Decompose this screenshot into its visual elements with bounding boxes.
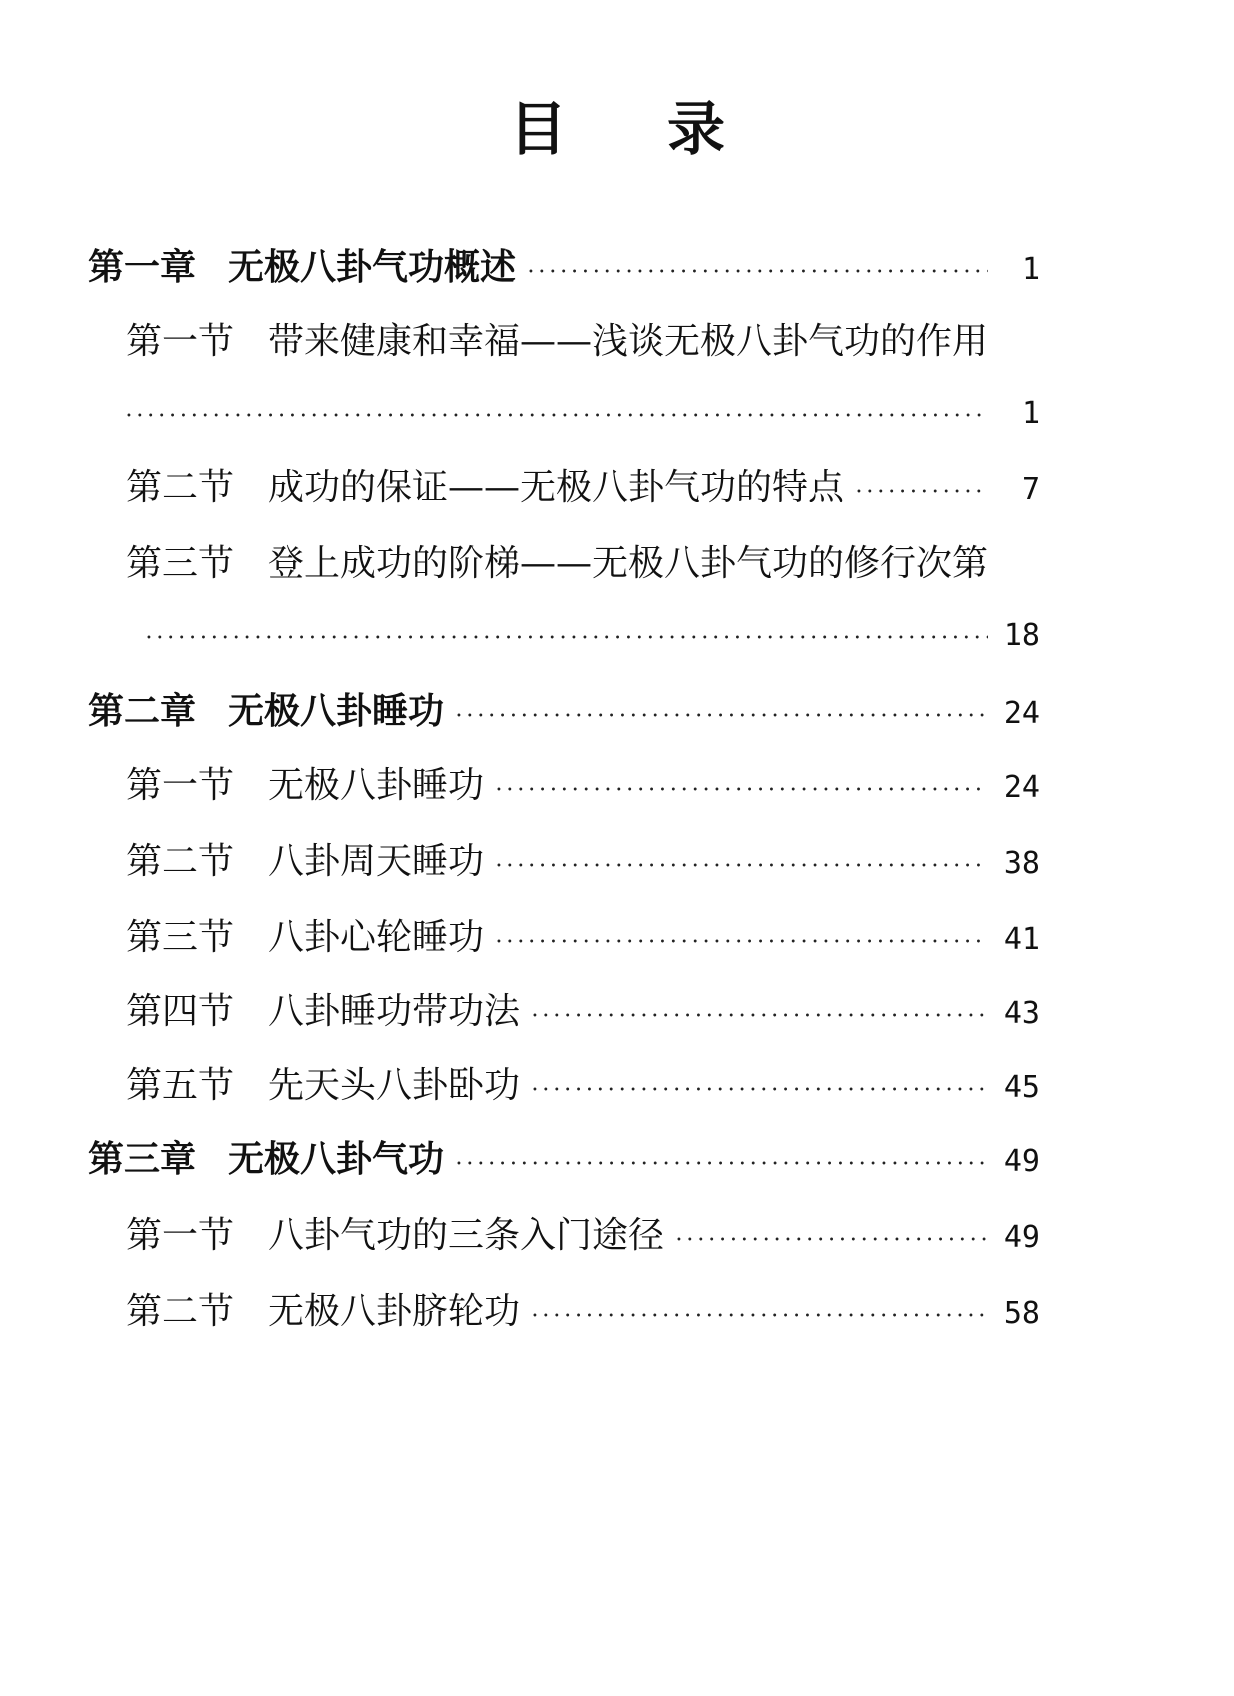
toc-section-1-1[interactable] <box>126 320 1040 364</box>
section-title: 登上成功的阶梯——无极八卦气功的修行次第 <box>268 543 989 584</box>
page-number: 1 <box>1021 252 1040 287</box>
page-number: 7 <box>1021 472 1040 507</box>
leader-dots <box>528 251 988 295</box>
page-number: 45 <box>1003 1070 1040 1105</box>
page-number: 1 <box>1021 396 1040 431</box>
page-number: 43 <box>1003 996 1040 1031</box>
section-title: 八卦心轮睡功 <box>268 917 485 958</box>
toc-chapter-2[interactable] <box>88 690 1040 739</box>
toc-section-2-5[interactable] <box>126 1064 1040 1113</box>
toc-section-2-1[interactable] <box>126 764 1040 813</box>
leader-dots <box>856 471 988 515</box>
title-char-1: 目 <box>508 95 567 163</box>
toc-section-3-1[interactable] <box>126 1214 1040 1263</box>
section-label: 第三节 <box>126 543 235 584</box>
toc-section-1-3[interactable] <box>126 542 1040 586</box>
section-label: 第二节 <box>126 1291 235 1332</box>
page-number: 24 <box>1003 770 1040 805</box>
leader-dots <box>532 995 988 1039</box>
chapter-title: 无极八卦气功 <box>228 1139 445 1180</box>
leader-dots <box>126 395 988 439</box>
page-number: 58 <box>1003 1296 1040 1331</box>
section-label: 第一节 <box>126 321 235 362</box>
chapter-title: 无极八卦睡功 <box>228 691 445 732</box>
section-label: 第二节 <box>126 467 235 508</box>
page-number: 18 <box>1003 618 1040 653</box>
toc-section-3-2[interactable] <box>126 1290 1040 1339</box>
page-number: 41 <box>1003 922 1040 957</box>
section-title: 八卦睡功带功法 <box>268 991 521 1032</box>
toc-chapter-1[interactable] <box>88 246 1040 295</box>
leader-dots <box>146 617 988 661</box>
chapter-title: 无极八卦气功概述 <box>228 247 517 288</box>
toc-section-2-2[interactable] <box>126 840 1040 889</box>
section-title: 无极八卦脐轮功 <box>268 1291 521 1332</box>
section-label: 第二节 <box>126 841 235 882</box>
leader-dots <box>676 1219 988 1263</box>
leader-dots <box>456 695 988 739</box>
section-label: 第四节 <box>126 991 235 1032</box>
toc-section-2-3[interactable] <box>126 916 1040 965</box>
page-number: 49 <box>1003 1220 1040 1255</box>
leader-dots <box>496 921 988 965</box>
section-title: 先天头八卦卧功 <box>268 1065 521 1106</box>
toc-chapter-3[interactable] <box>88 1138 1040 1187</box>
toc-section-1-2[interactable] <box>126 466 1040 515</box>
toc-section-1-1-continuation[interactable] <box>126 392 1040 439</box>
section-label: 第五节 <box>126 1065 235 1106</box>
page-title <box>0 82 1234 166</box>
page-number: 49 <box>1003 1144 1040 1179</box>
section-label: 第一节 <box>126 1215 235 1256</box>
section-title: 八卦气功的三条入门途径 <box>268 1215 665 1256</box>
section-title: 八卦周天睡功 <box>268 841 485 882</box>
leader-dots <box>456 1143 988 1187</box>
chapter-label: 第三章 <box>88 1139 197 1180</box>
page-number: 38 <box>1003 846 1040 881</box>
leader-dots <box>496 769 988 813</box>
section-label: 第三节 <box>126 917 235 958</box>
leader-dots <box>532 1295 988 1339</box>
page-number: 24 <box>1003 696 1040 731</box>
leader-dots <box>532 1069 988 1113</box>
section-title: 无极八卦睡功 <box>268 765 485 806</box>
toc-section-2-4[interactable] <box>126 990 1040 1039</box>
leader-dots <box>496 845 988 889</box>
toc-section-1-3-continuation[interactable] <box>146 614 1040 661</box>
chapter-label: 第一章 <box>88 247 197 288</box>
chapter-label: 第二章 <box>88 691 197 732</box>
section-title: 成功的保证——无极八卦气功的特点 <box>268 467 845 508</box>
title-char-2: 录 <box>667 95 726 163</box>
section-label: 第一节 <box>126 765 235 806</box>
section-title: 带来健康和幸福——浅谈无极八卦气功的作用 <box>268 321 989 362</box>
